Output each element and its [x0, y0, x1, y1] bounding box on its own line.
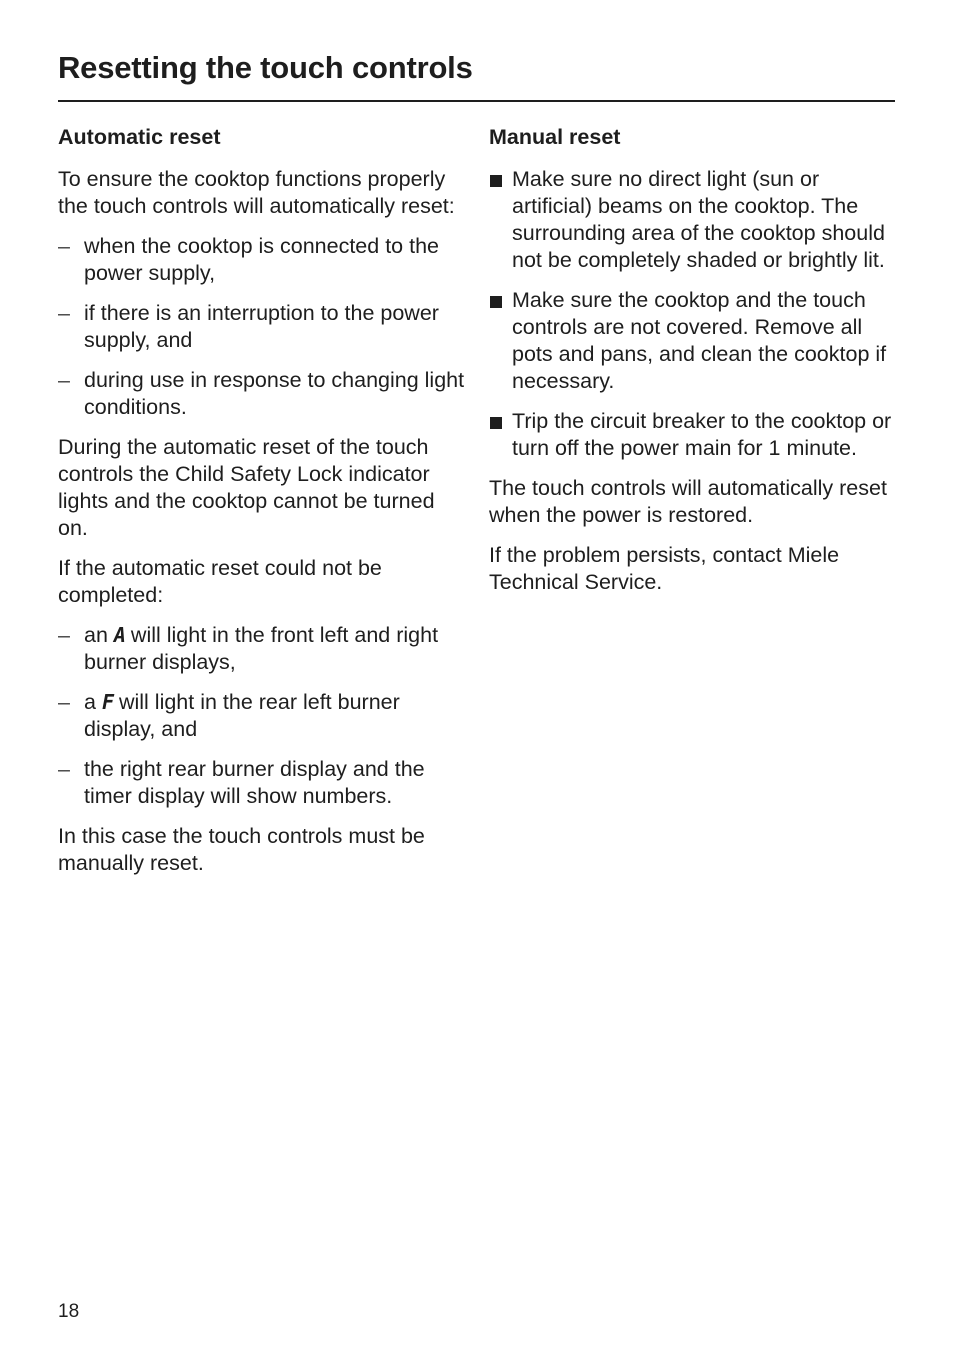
- page-number: 18: [58, 1301, 80, 1322]
- automatic-reset-intro: To ensure the cooktop functions properly the touch controls will automatically reset:: [58, 167, 455, 218]
- conclusion-text: In this case the touch controls must be manually reset.: [58, 824, 425, 875]
- display-symbol-a: A: [113, 623, 125, 647]
- step-text: Make sure the cooktop and the touch controls are not covered. Remove all pots and pans, and clean the cooktop if necessary.: [512, 288, 887, 393]
- title-divider: [58, 100, 895, 102]
- problem-persists-text: If the problem persists, contact Miele Technical Service.: [489, 543, 840, 594]
- page-title: Resetting the touch controls: [58, 50, 473, 85]
- automatic-reset-heading: Automatic reset: [58, 125, 221, 149]
- list-item: [489, 287, 899, 395]
- during-reset-text: During the automatic reset of the touch controls the Child Safety Lock indicator lights and the cooktop cannot be turned on.: [58, 435, 435, 540]
- list-item: [58, 689, 470, 743]
- not-completed-text: If the automatic reset could not be completed:: [58, 556, 382, 607]
- manual-reset-steps: [489, 166, 899, 462]
- list-item: – when the cooktop is connected to the power supply,: [58, 233, 470, 287]
- indicator-f-suffix: will light in the rear left burner display, and: [84, 690, 400, 741]
- manual-reset-heading: Manual reset: [489, 125, 621, 149]
- display-symbol-f: F: [101, 690, 113, 714]
- square-bullet-icon: [490, 417, 502, 429]
- indicator-a-prefix: an: [84, 623, 114, 647]
- indicator-f-prefix: a: [84, 690, 102, 714]
- list-item: – the right rear burner display and the timer display will show numbers.: [58, 756, 470, 810]
- square-bullet-icon: [490, 175, 502, 187]
- manual-reset-section: [489, 124, 899, 609]
- list-item: [58, 622, 470, 676]
- reset-conditions-list: [58, 233, 470, 421]
- list-item: – if there is an interruption to the power supply, and: [58, 300, 470, 354]
- list-item: – during use in response to changing light conditions.: [58, 367, 470, 421]
- automatic-reset-section: [58, 124, 470, 890]
- indicator-a-suffix: will light in the front left and right burner displays,: [84, 623, 439, 674]
- step-text: Make sure no direct light (sun or artificial) beams on the cooktop. The surrounding area of the cooktop should not be completely shaded or brightly lit.: [512, 167, 885, 272]
- list-item: [489, 166, 899, 274]
- power-restored-text: The touch controls will automatically reset when the power is restored.: [489, 476, 887, 527]
- list-item: [489, 408, 899, 462]
- step-text: Trip the circuit breaker to the cooktop or turn off the power main for 1 minute.: [512, 409, 892, 460]
- indicator-list: [58, 622, 470, 810]
- square-bullet-icon: [490, 296, 502, 308]
